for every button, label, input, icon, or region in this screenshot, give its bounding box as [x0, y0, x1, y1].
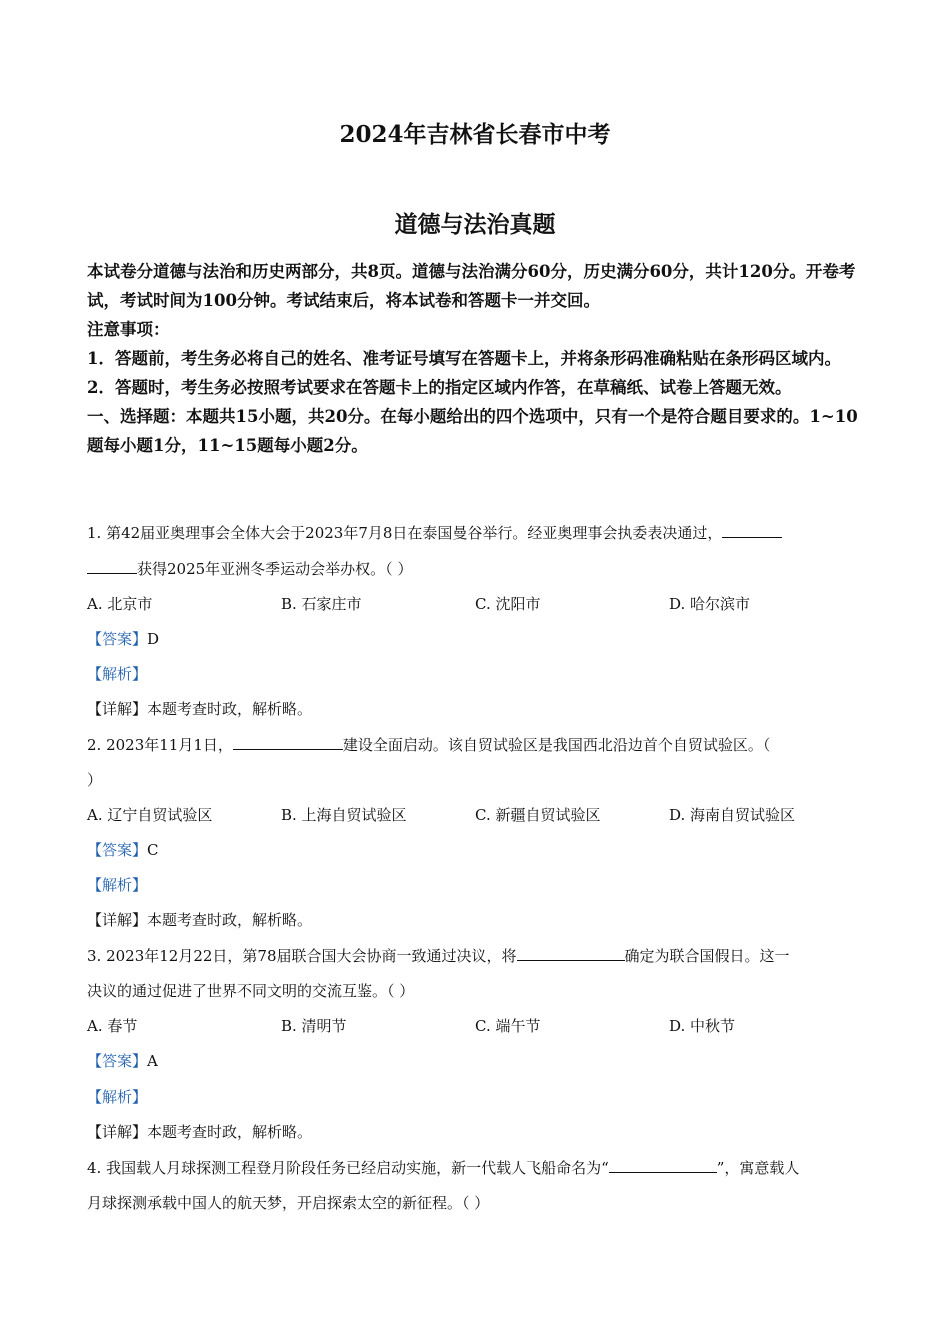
question-1-option-c: C. 沈阳市	[475, 595, 541, 613]
answer-blank	[87, 558, 137, 574]
detail-text: 本题考查时政，解析略。	[147, 911, 313, 929]
question-2-detail	[87, 910, 865, 930]
question-3-option-b: B. 清明节	[281, 1017, 347, 1035]
question-4-text	[87, 1157, 865, 1178]
question-1-detail	[87, 699, 865, 719]
question-2-option-a: A. 辽宁自贸试验区	[87, 806, 213, 824]
question-1-text	[87, 522, 865, 543]
answer-tag: 【答案】	[87, 1052, 148, 1070]
section-heading: 一、选择题：本题共15小题，共20分。在每小题给出的四个选项中，只有一个是符合题目要求的。1~10题每小题1分，11~15题每小题2分。	[87, 407, 858, 455]
question-1-line2: 获得2025年亚洲冬季运动会举办权。（ ）	[137, 560, 413, 578]
question-4-line1-end: ”，寓意载人	[716, 1159, 800, 1177]
detail-tag: 【详解】	[87, 1123, 148, 1141]
question-3-analysis-tag: 【解析】	[87, 1088, 148, 1106]
exam-instructions	[87, 257, 865, 460]
notice-heading: 注意事项：	[87, 320, 170, 339]
notice-item-1: 1．答题前，考生务必将自己的姓名、准考证号填写在答题卡上，并将条形码准确粘贴在条形码区域内。	[87, 349, 841, 368]
notice-item-2: 2．答题时，考生务必按照考试要求在答题卡上的指定区域内作答，在草稿纸、试卷上答题无效。	[87, 378, 792, 397]
document-subtitle: 道德与法治真题	[394, 211, 556, 238]
detail-text: 本题考查时政，解析略。	[147, 700, 313, 718]
question-2-line1-end: 建设全面启动。该自贸试验区是我国西北沿边首个自贸试验区。（	[342, 736, 771, 754]
question-3-line1-end: 确定为联合国假日。这一	[624, 947, 790, 965]
intro-paragraph: 本试卷分道德与法治和历史两部分，共8页。道德与法治满分60分，历史满分60分，共计120分。开卷考试，考试时间为100分钟。考试结束后，将本试卷和答题卡一并交回。	[87, 262, 856, 310]
answer-value: D	[147, 630, 160, 648]
question-3-answer	[87, 1051, 865, 1071]
answer-blank	[722, 522, 782, 538]
answer-blank	[233, 734, 343, 750]
answer-value: A	[147, 1052, 158, 1070]
answer-tag: 【答案】	[87, 841, 148, 859]
question-2-text	[87, 734, 865, 755]
question-2-option-c: C. 新疆自贸试验区	[475, 806, 601, 824]
answer-tag: 【答案】	[87, 630, 148, 648]
question-1-answer	[87, 629, 865, 649]
question-2-answer	[87, 840, 865, 860]
question-3-option-d: D. 中秋节	[669, 1017, 736, 1035]
question-3-line2: 决议的通过促进了世界不同文明的交流互鉴。（ ）	[87, 982, 415, 1000]
question-4-line1-start: 4. 我国载人月球探测工程登月阶段任务已经启动实施，新一代载人飞船命名为“	[87, 1159, 609, 1177]
detail-text: 本题考查时政，解析略。	[147, 1123, 313, 1141]
question-3-option-a: A. 春节	[87, 1017, 138, 1035]
question-1-text-continued	[87, 558, 865, 579]
answer-blank	[609, 1157, 717, 1173]
question-1-option-a: A. 北京市	[87, 595, 153, 613]
question-2-line2: ）	[87, 771, 103, 789]
document-title: 2024年吉林省长春市中考	[339, 121, 611, 148]
question-4-line2: 月球探测承载中国人的航天梦，开启探索太空的新征程。（ ）	[87, 1194, 490, 1212]
question-1-option-b: B. 石家庄市	[281, 595, 362, 613]
question-1-line1: 1. 第42届亚奥理事会全体大会于2023年7月8日在泰国曼谷举行。经亚奥理事会执委表决通过，	[87, 524, 723, 542]
question-3-detail	[87, 1122, 865, 1142]
question-2-option-b: B. 上海自贸试验区	[281, 806, 407, 824]
detail-tag: 【详解】	[87, 700, 148, 718]
question-2-analysis-tag: 【解析】	[87, 876, 148, 894]
question-1-option-d: D. 哈尔滨市	[669, 595, 751, 613]
detail-tag: 【详解】	[87, 911, 148, 929]
answer-blank	[517, 945, 625, 961]
question-3-text	[87, 945, 865, 966]
question-1-analysis-tag: 【解析】	[87, 665, 148, 683]
question-3-option-c: C. 端午节	[475, 1017, 541, 1035]
answer-value: C	[147, 841, 159, 859]
question-3-line1-start: 3. 2023年12月22日，第78届联合国大会协商一致通过决议，将	[87, 947, 517, 965]
question-2-line1-start: 2. 2023年11月1日，	[87, 736, 233, 754]
question-2-option-d: D. 海南自贸试验区	[669, 806, 796, 824]
